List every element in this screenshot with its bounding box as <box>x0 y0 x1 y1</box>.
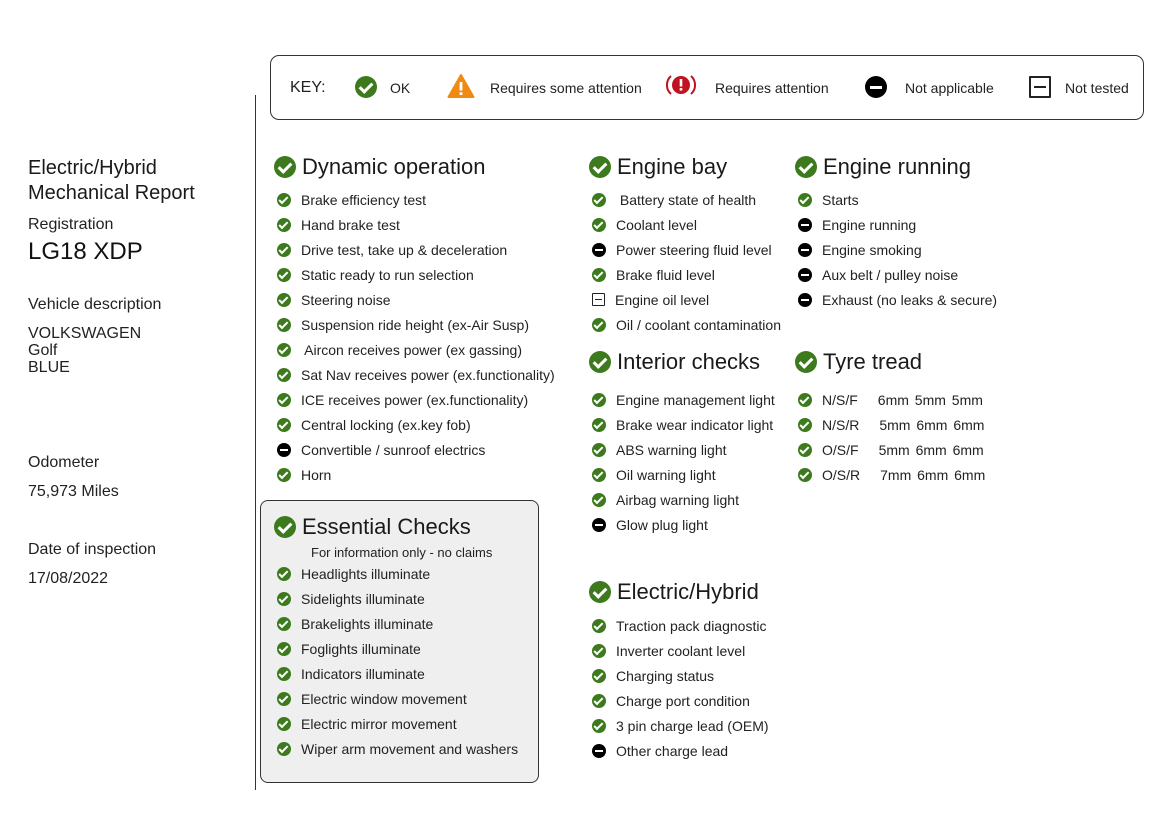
check-item-label: Power steering fluid level <box>616 241 772 258</box>
check-item-label: Engine smoking <box>822 241 922 258</box>
check-item <box>586 462 775 487</box>
tread-measurement: 6mm 5mm 5mm <box>877 391 983 408</box>
check-item-label: Indicators illuminate <box>301 665 425 682</box>
check-item <box>792 437 985 462</box>
check-item-label: Glow plug light <box>616 516 708 533</box>
check-item-label: Charging status <box>616 667 715 684</box>
ok-icon <box>277 742 291 756</box>
check-item-label: Foglights illuminate <box>301 640 421 657</box>
section-title: Tyre tread <box>823 349 923 374</box>
check-item <box>586 187 781 212</box>
vehicle-description-label: Vehicle description <box>28 296 162 313</box>
section-title: Dynamic operation <box>302 154 486 179</box>
check-item <box>792 412 985 437</box>
check-item <box>586 312 781 337</box>
check-item <box>271 387 555 412</box>
check-item <box>586 262 781 287</box>
essential-note: For information only - no claims <box>311 545 493 560</box>
check-item <box>271 212 555 237</box>
section-title: Interior checks <box>617 349 761 374</box>
section-title: Electric/Hybrid <box>617 579 759 604</box>
not-applicable-icon <box>592 518 606 532</box>
check-item-label: Wiper arm movement and washers <box>301 740 519 757</box>
ok-icon <box>277 692 291 706</box>
ok-icon <box>277 293 291 307</box>
ok-icon <box>592 719 606 733</box>
ok-icon <box>274 516 296 538</box>
section-engine-bay <box>586 154 781 337</box>
check-item <box>792 187 997 212</box>
check-item-label: Aux belt / pulley noise <box>822 266 959 283</box>
ok-icon <box>277 717 291 731</box>
check-item-label: Suspension ride height (ex-Air Susp) <box>301 316 530 333</box>
check-item-label: Exhaust (no leaks & secure) <box>822 291 998 308</box>
check-item-label: Steering noise <box>301 291 391 308</box>
check-item-label: Horn <box>301 466 332 483</box>
check-item <box>586 412 775 437</box>
divider-line <box>255 95 256 790</box>
alert-circle-icon <box>665 73 697 97</box>
not-applicable-icon <box>592 243 606 257</box>
ok-icon <box>277 343 291 357</box>
ok-icon <box>355 76 377 103</box>
check-item-label: Electric mirror movement <box>301 715 457 732</box>
check-item <box>792 287 997 312</box>
ok-icon <box>795 351 817 373</box>
check-item <box>271 636 518 661</box>
ok-icon <box>274 156 296 178</box>
section-interior-checks <box>586 349 775 537</box>
key-na-text: Not applicable <box>905 80 994 96</box>
check-item-label: Electric window movement <box>301 690 467 707</box>
ok-icon <box>592 669 606 683</box>
ok-icon <box>277 617 291 631</box>
check-item-label: 3 pin charge lead (OEM) <box>616 717 769 734</box>
check-item-label: N/S/F <box>822 391 858 408</box>
check-item <box>271 262 555 287</box>
check-item <box>586 613 769 638</box>
ok-icon <box>277 642 291 656</box>
not-applicable-icon <box>592 744 606 758</box>
ok-icon <box>277 318 291 332</box>
check-item-label: Other charge lead <box>616 742 729 759</box>
odometer-label: Odometer <box>28 454 100 471</box>
section-title: Essential Checks <box>302 514 471 539</box>
ok-icon <box>798 418 812 432</box>
inspection-date-value: 17/08/2022 <box>28 570 109 587</box>
check-item-label: Traction pack diagnostic <box>616 617 767 634</box>
inspection-date-label: Date of inspection <box>28 541 157 558</box>
check-item <box>792 262 997 287</box>
ok-icon <box>277 393 291 407</box>
check-item <box>792 387 985 412</box>
ok-icon <box>798 393 812 407</box>
ok-icon <box>592 418 606 432</box>
check-item <box>586 638 769 663</box>
check-item <box>792 237 997 262</box>
check-item <box>271 561 518 586</box>
ok-icon <box>277 592 291 606</box>
key-nt-text: Not tested <box>1065 80 1129 96</box>
check-item-label: Drive test, take up & deceleration <box>301 241 508 258</box>
not-applicable-icon <box>277 443 291 457</box>
ok-icon <box>277 368 291 382</box>
check-item-label: Charge port condition <box>616 692 750 709</box>
ok-icon <box>277 243 291 257</box>
check-item <box>271 686 518 711</box>
not-applicable-icon <box>798 293 812 307</box>
ok-icon <box>798 468 812 482</box>
check-item <box>271 412 555 437</box>
check-item-label: Sat Nav receives power (ex.functionality) <box>301 366 555 383</box>
check-item <box>586 237 781 262</box>
ok-icon <box>277 418 291 432</box>
check-item <box>586 663 769 688</box>
ok-icon <box>277 218 291 232</box>
check-item <box>271 312 555 337</box>
check-item-label: N/S/R <box>822 416 860 433</box>
check-item-label: Convertible / sunroof electrics <box>301 441 486 458</box>
ok-icon <box>592 318 606 332</box>
check-item <box>586 287 781 312</box>
section-tyre-tread <box>792 349 985 487</box>
check-item-label: Sidelights illuminate <box>301 590 425 607</box>
tread-measurement: 5mm 6mm 6mm <box>878 441 984 458</box>
ok-icon <box>589 351 611 373</box>
check-item-label: Aircon receives power (ex gassing) <box>301 341 522 358</box>
tread-measurement: 7mm 6mm 6mm <box>880 466 986 483</box>
ok-icon <box>277 468 291 482</box>
check-item <box>271 661 518 686</box>
report-title-line2: Mechanical Report <box>28 182 195 204</box>
section-engine-running <box>792 154 997 312</box>
check-item <box>792 462 985 487</box>
check-item-label: Headlights illuminate <box>301 565 431 582</box>
check-item-label: Battery state of health <box>616 191 757 208</box>
check-item-label: Engine running <box>822 216 917 233</box>
check-item <box>586 387 775 412</box>
check-item-label: Coolant level <box>616 216 697 233</box>
not-tested-icon <box>592 293 605 306</box>
not-applicable-icon <box>865 76 887 103</box>
key-some-attention-text: Requires some attention <box>490 80 642 96</box>
check-item <box>271 237 555 262</box>
section-title: Engine bay <box>617 154 728 179</box>
ok-icon <box>592 644 606 658</box>
ok-icon <box>798 443 812 457</box>
ok-icon <box>592 393 606 407</box>
section-electric-hybrid <box>586 579 769 763</box>
ok-icon <box>592 268 606 282</box>
key-ok-text: OK <box>390 80 411 96</box>
check-item <box>586 512 775 537</box>
check-item <box>586 487 775 512</box>
check-item-label: Starts <box>822 191 859 208</box>
ok-icon <box>277 567 291 581</box>
ok-icon <box>277 268 291 282</box>
registration-value: LG18 XDP <box>28 238 143 265</box>
check-item-label: ABS warning light <box>616 441 727 458</box>
check-item-label: Oil warning light <box>616 466 716 483</box>
check-item-label: Engine oil level <box>615 291 710 308</box>
section-dynamic-operation <box>271 154 555 487</box>
check-item-label: Brake wear indicator light <box>616 416 774 433</box>
check-item-label: Hand brake test <box>301 216 400 233</box>
check-item-label: Brakelights illuminate <box>301 615 434 632</box>
report-title-line1: Electric/Hybrid <box>28 157 157 179</box>
check-item <box>271 711 518 736</box>
check-item <box>271 362 555 387</box>
check-item <box>586 437 775 462</box>
ok-icon <box>592 619 606 633</box>
ok-icon <box>592 443 606 457</box>
check-item <box>271 611 518 636</box>
not-applicable-icon <box>798 243 812 257</box>
check-item-label: Brake efficiency test <box>301 191 427 208</box>
check-item <box>792 212 997 237</box>
check-item <box>271 187 555 212</box>
check-item-label: Oil / coolant contamination <box>616 316 781 333</box>
vehicle-make: VOLKSWAGEN <box>28 325 142 342</box>
check-item-label: O/S/F <box>822 441 859 458</box>
not-applicable-icon <box>798 218 812 232</box>
section-title: Engine running <box>823 154 972 179</box>
key-label: KEY: <box>290 79 326 96</box>
check-item <box>586 212 781 237</box>
key-legend <box>270 55 1144 120</box>
vehicle-model: Golf <box>28 342 58 359</box>
registration-label: Registration <box>28 216 114 233</box>
not-tested-icon <box>1029 76 1051 103</box>
check-item-label: Central locking (ex.key fob) <box>301 416 471 433</box>
check-item-label: O/S/R <box>822 466 861 483</box>
ok-icon <box>592 218 606 232</box>
check-item <box>271 586 518 611</box>
check-item <box>586 738 769 763</box>
check-item-label: Engine management light <box>616 391 775 408</box>
ok-icon <box>592 493 606 507</box>
ok-icon <box>798 193 812 207</box>
check-item <box>271 462 555 487</box>
check-item <box>271 437 555 462</box>
key-attention-text: Requires attention <box>715 80 829 96</box>
check-item <box>271 736 518 761</box>
ok-icon <box>592 193 606 207</box>
section-essential-checks <box>271 514 518 761</box>
check-item-label: Static ready to run selection <box>301 266 474 283</box>
odometer-value: 75,973 Miles <box>28 483 119 500</box>
check-item-label: Inverter coolant level <box>616 642 746 659</box>
check-item <box>271 287 555 312</box>
tread-measurement: 5mm 6mm 6mm <box>879 416 985 433</box>
warning-triangle-icon <box>447 73 475 99</box>
ok-icon <box>277 667 291 681</box>
check-item <box>271 337 555 362</box>
check-item-label: Airbag warning light <box>616 491 739 508</box>
check-item <box>586 713 769 738</box>
ok-icon <box>589 156 611 178</box>
ok-icon <box>795 156 817 178</box>
ok-icon <box>592 468 606 482</box>
ok-icon <box>589 581 611 603</box>
check-item <box>586 688 769 713</box>
ok-icon <box>592 694 606 708</box>
check-item-label: Brake fluid level <box>616 266 715 283</box>
ok-icon <box>277 193 291 207</box>
check-item-label: ICE receives power (ex.functionality) <box>301 391 529 408</box>
not-applicable-icon <box>798 268 812 282</box>
vehicle-colour: BLUE <box>28 359 70 376</box>
